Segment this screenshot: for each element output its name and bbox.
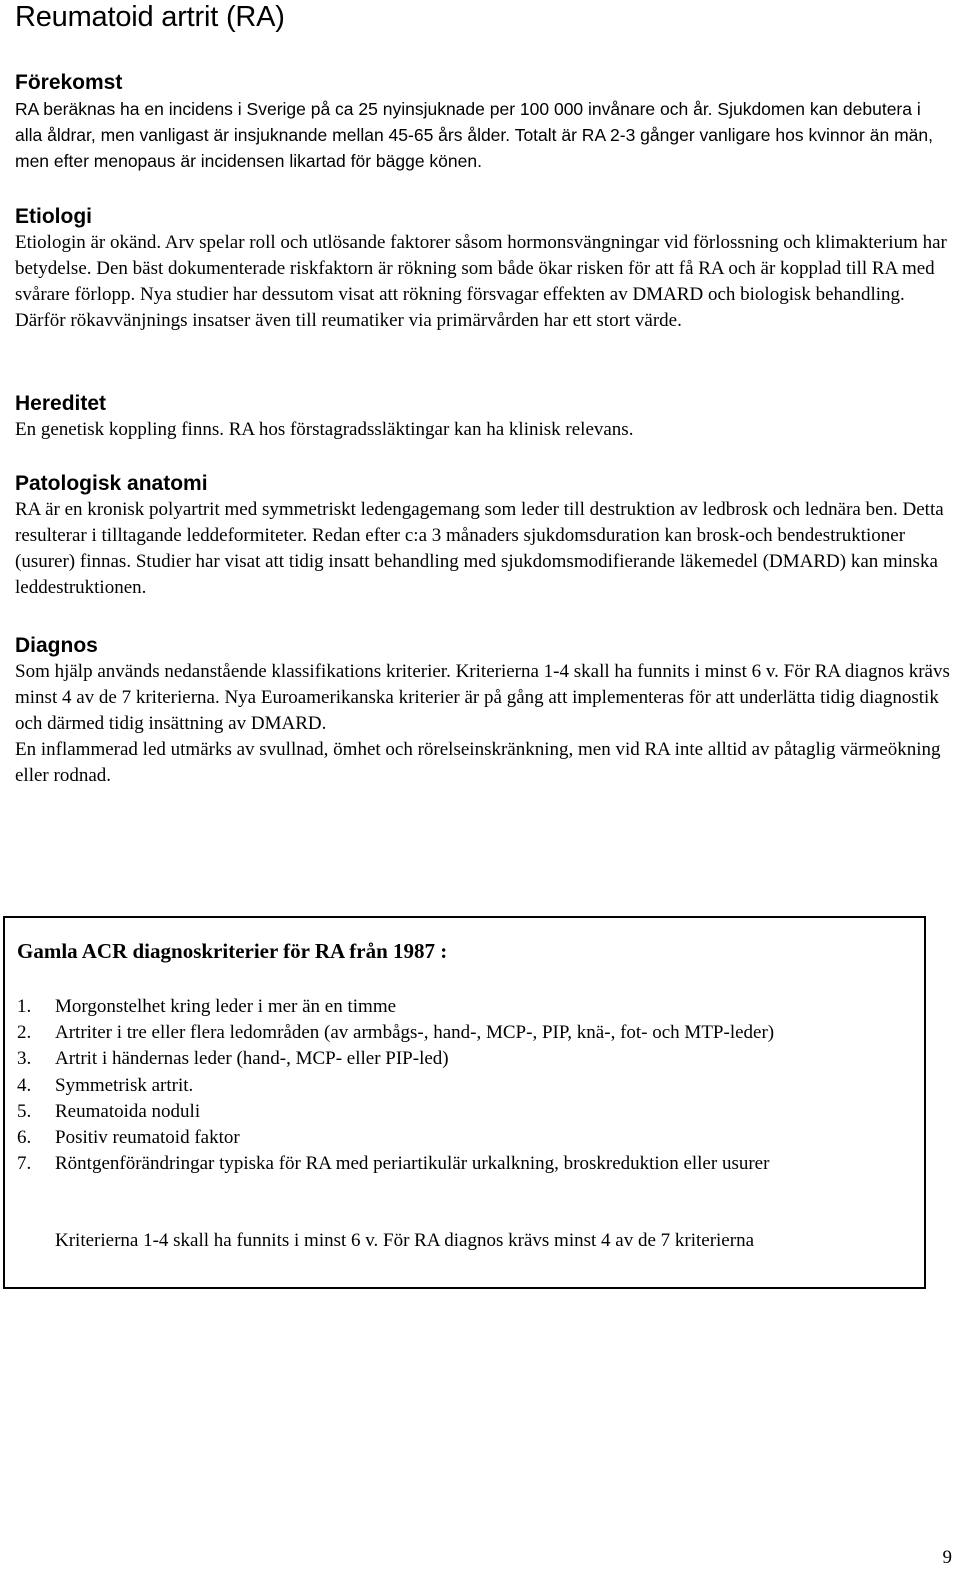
section-forekomst — [15, 70, 950, 174]
criteria-item — [17, 1151, 774, 1177]
criteria-item — [17, 1073, 774, 1099]
criteria-text: Artriter i tre eller flera ledområden (av armbågs-, hand-, MCP-, PIP, knä-, fot- och MTP-leder) — [55, 1022, 775, 1044]
section-heading: Förekomst — [15, 71, 123, 94]
criteria-text: Morgonstelhet kring leder i mer än en timme — [55, 996, 397, 1017]
criteria-number: 4. — [17, 1074, 32, 1096]
criteria-box — [3, 916, 926, 1289]
criteria-text: Reumatoida noduli — [55, 1100, 201, 1122]
criteria-text: Röntgenförändringar typiska för RA med periartikulär urkalkning, broskreduktion eller usurer — [55, 1153, 770, 1175]
section-heading: Diagnos — [15, 634, 98, 657]
criteria-number: 2. — [17, 1022, 32, 1044]
page-title: Reumatoid artrit (RA) — [15, 1, 285, 33]
criteria-text: Artrit i händernas leder (hand-, MCP- eller PIP-led) — [55, 1048, 449, 1070]
criteria-number: 3. — [17, 1048, 32, 1070]
section-etiologi — [15, 204, 950, 334]
section-hereditet — [15, 391, 950, 443]
criteria-number: 1. — [17, 996, 32, 1017]
criteria-number: 6. — [17, 1127, 32, 1149]
criteria-note: Kriterierna 1-4 skall ha funnits i minst 6 v. För RA diagnos krävs minst 4 av de 7 kriterierna — [55, 1230, 755, 1251]
section-paragraph: Som hjälp används nedanstående klassifikations kriterier. Kriterierna 1-4 skall ha funnits i minst 6 v. För RA diagnos krävs minst 4 av de 7 kriterierna. Nya Euroamerikanska kriterier är på gång att implementeras för att underlätta tidig diagnostik och därmed tidig insättning av DMARD. — [15, 661, 950, 734]
section-heading: Patologisk anatomi — [15, 472, 208, 495]
criteria-number: 7. — [17, 1153, 32, 1175]
criteria-text: Symmetrisk artrit. — [55, 1074, 194, 1096]
section-patologisk-anatomi — [15, 471, 950, 601]
section-paragraph: RA är en kronisk polyartrit med symmetriskt ledengagemang som leder till destruktion av ledbrosk och lednära ben. Detta resulterar i tilltagande leddeformiteter. Redan efter c:a 3 månaders sjukdomsduration kan brosk-och bendestruktioner (usurer) finnas. Studier har visat att tidig insatt behandling med sjukdomsmodifierande läkemedel (DMARD) kan minska leddestruktionen. — [15, 499, 944, 598]
page-number: 9 — [942, 1547, 952, 1568]
criteria-list — [17, 994, 774, 1177]
criteria-item — [17, 1125, 774, 1151]
criteria-item — [17, 1099, 774, 1125]
section-paragraph: En genetisk koppling finns. RA hos förstagradssläktingar kan ha klinisk relevans. — [15, 419, 634, 440]
section-heading: Etiologi — [15, 205, 92, 228]
criteria-item — [17, 1046, 774, 1072]
section-diagnos — [15, 633, 950, 789]
criteria-item — [17, 994, 774, 1020]
section-heading: Hereditet — [15, 392, 107, 415]
criteria-item — [17, 1020, 774, 1046]
section-paragraph: En inflammerad led utmärks av svullnad, ömhet och rörelseinskränkning, men vid RA inte alltid av påtaglig värmeökning eller rodnad. — [15, 739, 941, 786]
criteria-text: Positiv reumatoid faktor — [55, 1127, 240, 1149]
criteria-number: 5. — [17, 1100, 32, 1122]
section-paragraph: RA beräknas ha en incidens i Sverige på ca 25 nyinsjuknade per 100 000 invånare och år. Sjukdomen kan debutera i alla åldrar, men vanligast är insjuknande mellan 45-65 års ålder. Totalt är RA 2-3 gånger vanligare hos kvinnor än män, men efter menopaus är incidensen likartad för bägge könen. — [15, 99, 933, 171]
section-paragraph: Etiologin är okänd. Arv spelar roll och utlösande faktorer såsom hormonsvängningar vid förlossning och klimakterium har betydelse. Den bäst dokumenterade riskfaktorn är rökning som både ökar risken för att få RA och är kopplad till RA med svårare förlopp. Nya studier har dessutom visat att rökning försvagar effekten av DMARD och biologisk behandling. Därför rökavvänjnings insatser även till reumatiker via primärvården har ett stort värde. — [15, 232, 947, 331]
criteria-title: Gamla ACR diagnoskriterier för RA från 1987 : — [17, 939, 448, 963]
